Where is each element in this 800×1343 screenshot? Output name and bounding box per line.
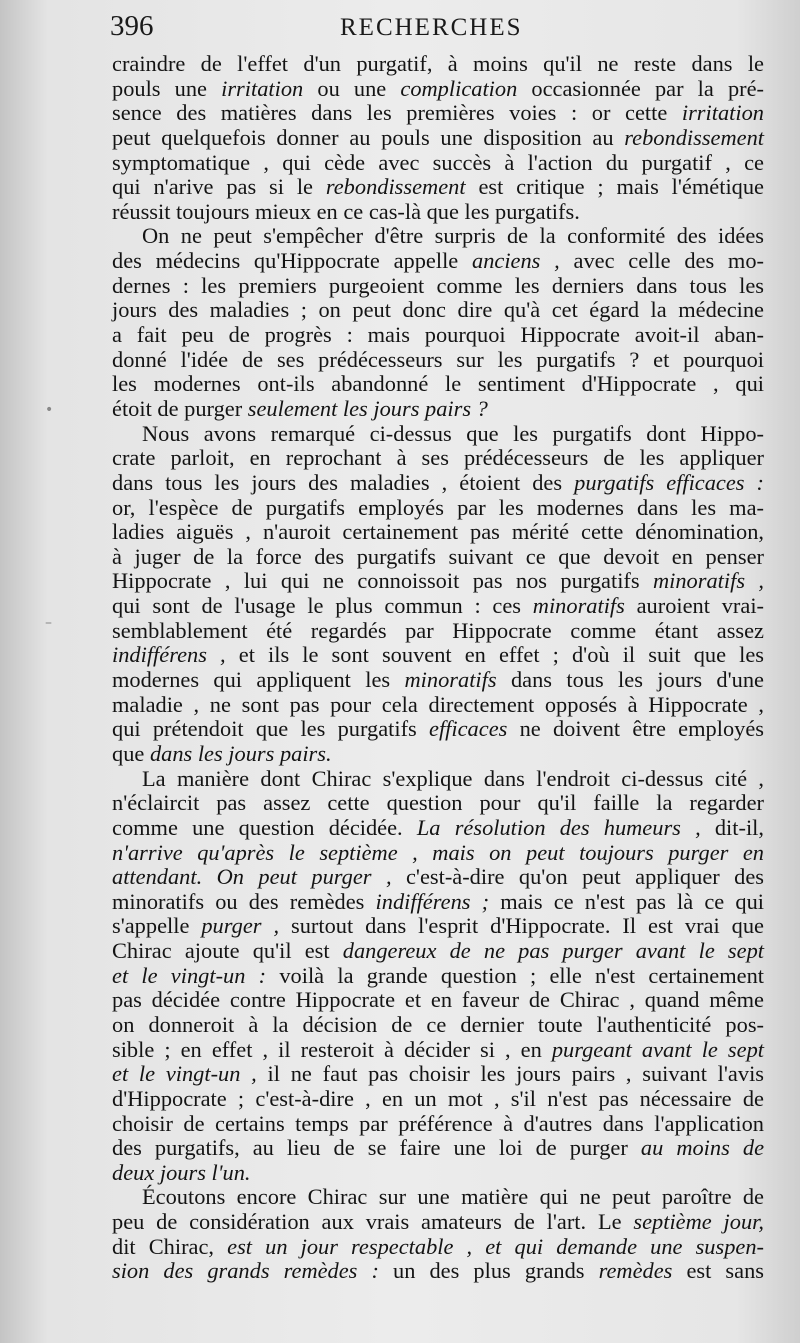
- italic-phrase: irritation: [681, 100, 764, 126]
- text-run: des médecins qu'Hippocrate appelle: [112, 248, 472, 274]
- text-line: [112, 964, 764, 989]
- text-line: [112, 372, 764, 397]
- text-line: [112, 471, 764, 496]
- text-line: [112, 323, 764, 348]
- text-line: [112, 594, 764, 619]
- italic-phrase: remèdes: [598, 1258, 673, 1284]
- text-run: réussit toujours mieux en ce cas-là que les purgatifs.: [112, 198, 580, 224]
- text-line: [112, 77, 764, 102]
- text-run: auroient vrai-: [624, 593, 764, 619]
- text-line: [112, 520, 764, 545]
- italic-phrase: indifférens ,: [112, 642, 226, 668]
- text-line: [112, 668, 764, 693]
- text-run: On ne peut s'empêcher d'être surpris de la conformité des idées: [142, 223, 764, 249]
- text-run: qui n'arive pas si le: [112, 174, 326, 200]
- text-run: comme une question décidée.: [112, 814, 417, 840]
- text-run: s'appelle: [112, 913, 202, 939]
- text-run: des purgatifs, au lieu de se faire une loi de purger: [112, 1135, 641, 1161]
- text-run: est critique ; mais l'émétique: [465, 174, 764, 200]
- text-line: [112, 348, 764, 373]
- text-line: [112, 446, 764, 471]
- text-run: d'Hippocrate ; c'est-à-dire , en un mot , s'il n'est pas nécessaire de: [112, 1085, 764, 1111]
- italic-phrase: dans les jours pairs.: [149, 740, 332, 766]
- text-run: Nous avons remarqué ci-dessus que les purgatifs dont Hippo-: [142, 420, 764, 446]
- italic-phrase: La résolution des humeurs ,: [416, 814, 701, 840]
- text-run: crate parloit, en reprochant à ses prédécesseurs de les appliquer: [112, 445, 764, 471]
- italic-phrase: purgeant avant le sept: [551, 1036, 764, 1062]
- italic-phrase: rebondissement: [624, 124, 764, 150]
- italic-phrase: seulement les jours pairs ?: [247, 395, 488, 421]
- text-run: les modernes ont-ils abandonné le sentiment d'Hippocrate , qui: [112, 371, 764, 397]
- text-run: ladies aiguës , n'auroit certainement pas mérité cette dénomination,: [112, 519, 764, 545]
- text-run: pas décidée contre Hippocrate et en faveur de Chirac , quand même: [112, 987, 764, 1013]
- text-run: minoratifs ou des remèdes: [112, 888, 376, 914]
- text-run: il ne faut pas choisir les jours pairs , suivant l'avis: [256, 1061, 765, 1087]
- text-line: [112, 1136, 764, 1161]
- text-run: pouls une: [112, 75, 222, 101]
- text-line: [112, 175, 764, 200]
- italic-phrase: dangereux de ne pas purger avant le sept: [342, 938, 764, 964]
- text-run: or, l'espèce de purgatifs employés par les modernes dans les ma-: [112, 494, 764, 520]
- text-run: La manière dont Chirac s'explique dans l'endroit ci-dessus cité ,: [142, 765, 764, 791]
- text-line: [112, 569, 764, 594]
- text-line: [112, 1161, 764, 1186]
- margin-dash: –: [45, 615, 52, 631]
- page-number: 396: [110, 10, 154, 42]
- text-run: maladie , ne sont pas pour cela directement opposés à Hippocrate ,: [112, 691, 764, 717]
- text-run: occasionnée par la pré-: [517, 75, 765, 101]
- text-line: [112, 767, 764, 792]
- text-line: [112, 224, 764, 249]
- text-run: Chirac ajoute qu'il est: [112, 938, 343, 964]
- text-run: sible ; en effet , il resteroit à décider si , en: [112, 1036, 552, 1062]
- italic-phrase: purgatifs efficaces :: [574, 469, 765, 495]
- text-line: [112, 496, 764, 521]
- text-run: qui sont de l'usage le plus commun : ces: [112, 593, 533, 619]
- italic-phrase: minoratifs: [532, 593, 625, 619]
- text-line: [112, 643, 764, 668]
- text-run: symptomatique , qui cède avec succès à l'action du purgatif , ce: [112, 149, 764, 175]
- text-run: voilà la grande question ; elle n'est certainement: [266, 962, 764, 988]
- text-line: [112, 816, 764, 841]
- text-run: a fait peu de progrès : mais pourquoi Hippocrate avoit-il aban-: [112, 322, 764, 348]
- text-line: [112, 865, 764, 890]
- text-line: [112, 1062, 764, 1087]
- text-line: [112, 1235, 764, 1260]
- text-line: [112, 742, 764, 767]
- text-line: [112, 890, 764, 915]
- italic-phrase: rebondissement: [325, 174, 466, 200]
- text-line: [112, 1185, 764, 1210]
- text-line: [112, 126, 764, 151]
- text-line: [112, 914, 764, 939]
- text-line: [112, 1112, 764, 1137]
- italic-phrase: n'arrive qu'après le septième , mais on peut toujours purger en: [112, 839, 764, 865]
- italic-phrase: septième jour,: [633, 1209, 764, 1235]
- text-run: peu de considération aux vrais amateurs de l'art. Le: [112, 1209, 634, 1235]
- text-run: que: [112, 740, 150, 766]
- margin-dot: •: [45, 402, 54, 418]
- text-run: sence des matières dans les premières voies : or cette: [112, 100, 682, 126]
- text-run: dit-il,: [700, 814, 764, 840]
- text-line: [112, 988, 764, 1013]
- text-run: et ils le sont souvent en effet ; d'où il suit que les: [225, 642, 765, 668]
- italic-phrase: et le vingt-un :: [112, 962, 267, 988]
- text-run: un des plus grands: [378, 1258, 599, 1284]
- text-run: est sans: [672, 1258, 764, 1284]
- text-line: [112, 1038, 764, 1063]
- text-run: qui prétendoit que les purgatifs: [112, 716, 430, 742]
- text-run: jours des maladies ; on peut donc dire qu'à cet égard la médecine: [112, 297, 764, 323]
- text-line: [112, 200, 764, 225]
- text-run: c'est-à-dire qu'on peut appliquer des: [391, 864, 764, 890]
- text-run: dit Chirac,: [112, 1233, 228, 1259]
- text-run: Hippocrate , lui qui ne connoissoit pas nos purgatifs: [112, 568, 653, 594]
- italic-phrase: purger ,: [201, 913, 280, 939]
- text-run: dernes : les premiers purgeoient comme les derniers dans tous les: [112, 272, 764, 298]
- italic-phrase: efficaces: [429, 716, 508, 742]
- text-line: [112, 1013, 764, 1038]
- text-run: Écoutons encore Chirac sur une matière qui ne peut paroître de: [142, 1184, 764, 1210]
- text-run: surtout dans l'esprit d'Hippocrate. Il est vrai que: [279, 913, 764, 939]
- text-line: [112, 101, 764, 126]
- text-line: [112, 151, 764, 176]
- page-header: [110, 10, 764, 50]
- text-run: ou une: [303, 75, 401, 101]
- text-line: [112, 397, 764, 422]
- italic-phrase: anciens ,: [472, 248, 560, 274]
- text-run: dans tous les jours d'une: [496, 667, 764, 693]
- text-line: [112, 422, 764, 447]
- italic-phrase: minoratifs: [404, 667, 497, 693]
- italic-phrase: est un jour respectable , et qui demande une suspen-: [227, 1233, 764, 1259]
- italic-phrase: complication: [400, 75, 518, 101]
- text-run: modernes qui appliquent les: [112, 667, 405, 693]
- text-run: ne doivent être employés: [507, 716, 764, 742]
- text-run: avec celle des mo-: [559, 248, 764, 274]
- text-run: donné l'idée de ses prédécesseurs sur les purgatifs ? et pourquoi: [112, 346, 764, 372]
- text-run: choisir de certains temps par préférence à d'autres dans l'application: [112, 1110, 764, 1136]
- text-run: dans tous les jours des maladies , étoient des: [112, 469, 575, 495]
- italic-phrase: indifférens ;: [375, 888, 490, 914]
- running-head: RECHERCHES: [340, 14, 523, 41]
- text-run: on donneroit à la décision de ce dernier toute l'authenticité pos-: [112, 1011, 764, 1037]
- italic-phrase: sion des grands remèdes :: [112, 1258, 379, 1284]
- italic-phrase: deux jours l'un.: [112, 1159, 251, 1185]
- text-line: [112, 841, 764, 866]
- text-line: [112, 717, 764, 742]
- text-run: mais ce n'est pas là ce qui: [489, 888, 764, 914]
- text-run: semblablement été regardés par Hippocrate comme étant assez: [112, 617, 764, 643]
- italic-phrase: attendant. On peut purger ,: [112, 864, 392, 890]
- text-line: [112, 1087, 764, 1112]
- text-line: [112, 249, 764, 274]
- text-run: étoit de purger: [112, 395, 248, 421]
- text-run: craindre de l'effet d'un purgatif, à moins qu'il ne reste dans le: [112, 51, 764, 76]
- italic-phrase: minoratifs ,: [652, 568, 765, 594]
- italic-phrase: au moins de: [640, 1135, 765, 1161]
- text-line: [112, 693, 764, 718]
- text-line: [112, 939, 764, 964]
- body-text: [112, 52, 764, 1284]
- text-run: à juger de la force des purgatifs suivant ce que devoit en penser: [112, 543, 764, 569]
- text-run: peut quelquefois donner au pouls une disposition au: [112, 124, 625, 150]
- text-line: [112, 1210, 764, 1235]
- italic-phrase: et le vingt-un ,: [112, 1061, 257, 1087]
- text-line: [112, 298, 764, 323]
- text-line: [112, 52, 764, 77]
- text-run: n'éclaircit pas assez cette question pour qu'il faille la regarder: [112, 790, 764, 816]
- text-line: [112, 545, 764, 570]
- text-line: [112, 274, 764, 299]
- text-line: [112, 1259, 764, 1284]
- text-line: [112, 619, 764, 644]
- italic-phrase: irritation: [221, 75, 304, 101]
- text-line: [112, 791, 764, 816]
